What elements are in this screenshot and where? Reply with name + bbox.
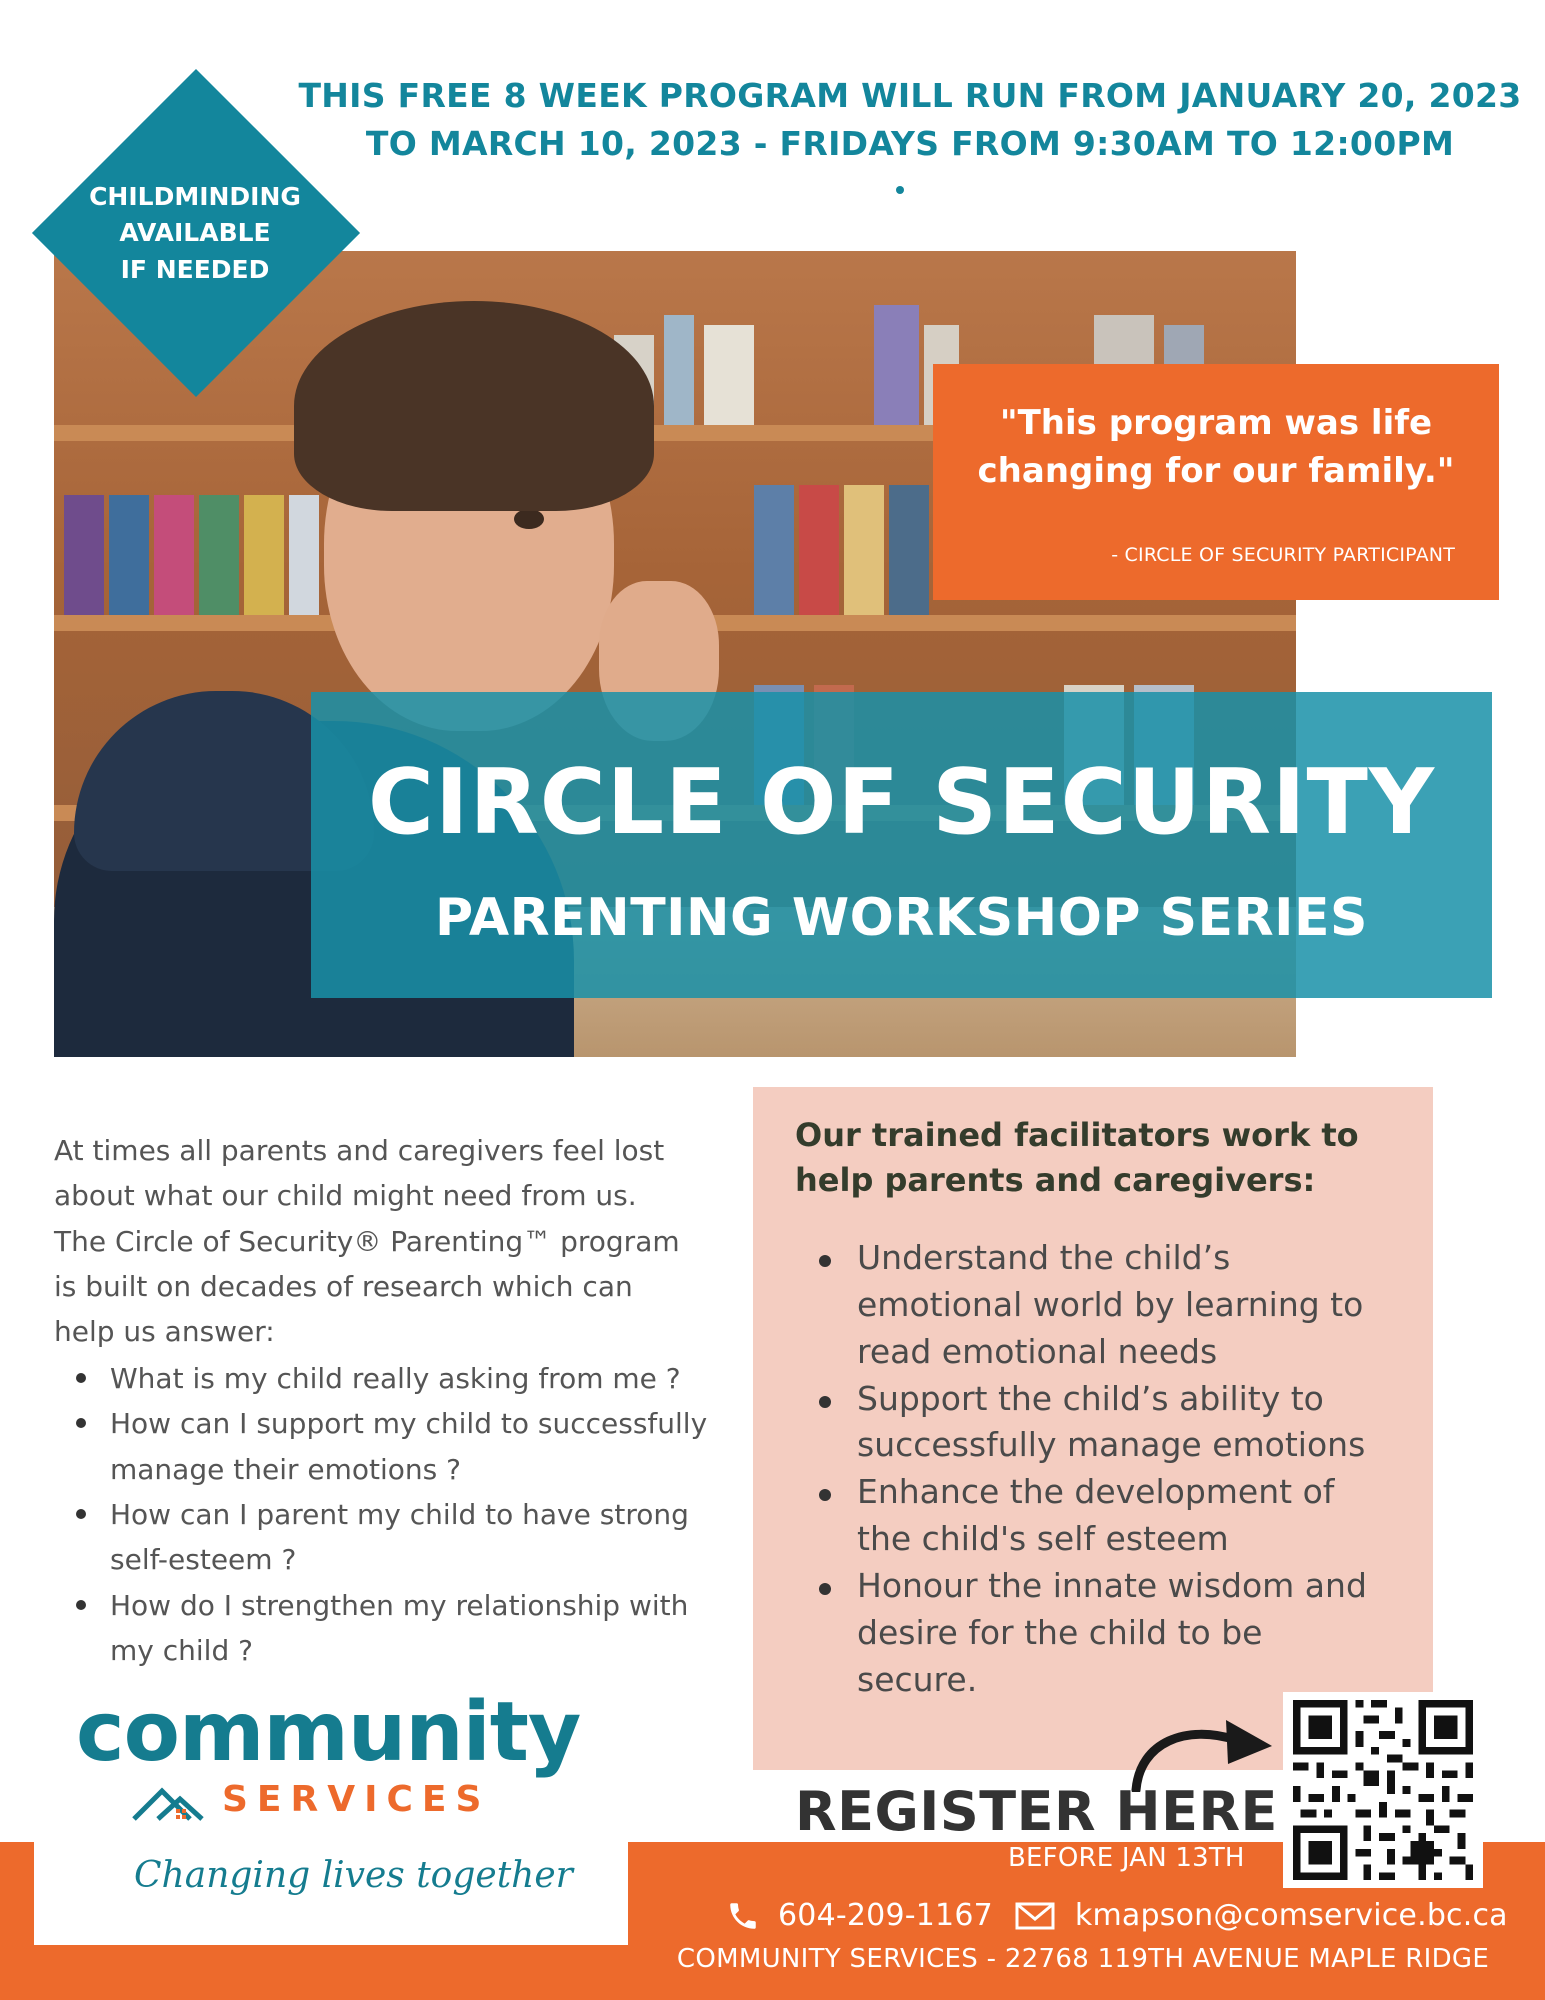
item-line: secure. [857,1659,978,1699]
badge-line-3: IF NEEDED [120,254,270,284]
logo-wordmark: community [76,1685,581,1780]
intro-paragraph [54,1128,734,1355]
email-link[interactable]: kmapson@comservice.bc.ca [1074,1898,1508,1933]
bullet-icon [76,1418,86,1428]
bullet-icon [76,1509,86,1519]
question-line: manage their emotions ? [110,1452,461,1486]
bullet-icon [76,1373,86,1383]
register-heading: REGISTER HERE [795,1780,1278,1843]
question-line: self-esteem ? [110,1543,297,1577]
intro-line: At times all parents and caregivers feel lost [54,1134,665,1167]
item-line: emotional world by learning to [857,1284,1364,1324]
item-line: Honour the innate wisdom and [857,1566,1367,1606]
phone-icon [726,1899,760,1933]
list-item [795,1235,1415,1376]
question-line: my child ? [110,1634,253,1668]
bullet-icon [819,1583,831,1595]
testimonial-attribution: - CIRCLE OF SECURITY PARTICIPANT [1111,544,1455,566]
house-roof-icon [132,1781,218,1821]
bullet-icon [819,1255,831,1267]
badge-line-1: CHILDMINDING [89,182,301,211]
page-subtitle: PARENTING WORKSHOP SERIES [435,888,1368,948]
question-line: How can I support my child to successfully [110,1407,708,1441]
quote-line-1: "This program was life [999,403,1433,443]
logo-tagline: Changing lives together [134,1855,573,1896]
registration-qr-code[interactable] [1283,1692,1483,1888]
header-line-2: TO MARCH 10, 2023 - FRIDAYS FROM 9:30AM TO 12:00PM [365,123,1455,163]
badge-line-2: AVAILABLE [119,218,271,248]
questions-list [54,1356,754,1674]
logo-services-text: SERVICES [222,1779,491,1820]
contact-row [726,1898,1508,1933]
eye [514,509,544,529]
bullet-icon [819,1489,831,1501]
title-banner [311,692,1492,998]
phone-number[interactable]: 604-209-1167 [778,1898,993,1933]
community-services-logo [34,1685,628,1945]
item-line: Support the child’s ability to [857,1378,1324,1418]
facilitators-heading [795,1113,1415,1203]
list-item [795,1469,1415,1563]
item-line: Enhance the development of [857,1472,1335,1512]
program-dates-header [280,72,1540,168]
envelope-icon [1015,1901,1055,1931]
childminding-badge [30,67,360,397]
item-line: desire for the child to be [857,1612,1263,1652]
facilitators-list [795,1235,1415,1704]
facilitators-panel [753,1087,1433,1770]
question-line: What is my child really asking from me ? [110,1362,681,1395]
list-item [795,1563,1415,1704]
testimonial-box [933,364,1499,600]
intro-line: about what our child might need from us. [54,1179,637,1213]
bullet-icon [76,1600,86,1610]
list-item [54,1401,754,1492]
intro-line: The Circle of Security® Parenting™ program [54,1224,680,1258]
heading-line-2: help parents and caregivers: [795,1160,1316,1199]
item-line: Understand the child’s [857,1238,1231,1277]
intro-line: help us answer: [54,1315,275,1349]
list-item [795,1376,1415,1470]
intro-line: is built on decades of research which can [54,1270,633,1304]
header-line-1: THIS FREE 8 WEEK PROGRAM WILL RUN FROM JANUARY 20, 2023 [298,76,1522,115]
curved-arrow-icon [1126,1712,1276,1792]
list-item [54,1583,754,1674]
heading-line-1: Our trained facilitators work to [795,1116,1359,1154]
page-title: CIRCLE OF SECURITY [367,750,1436,855]
question-line: How can I parent my child to have strong [110,1498,689,1532]
header-dot [896,186,904,194]
item-line: successfully manage emotions [857,1425,1366,1465]
bullet-icon [819,1396,831,1408]
quote-line-2: changing for our family." [977,450,1455,491]
list-item [54,1356,754,1401]
list-item [54,1492,754,1583]
register-deadline: BEFORE JAN 13TH [1008,1843,1245,1873]
badge-text [30,179,360,288]
item-line: read emotional needs [857,1331,1218,1371]
testimonial-quote [949,400,1483,495]
question-line: How do I strengthen my relationship with [110,1588,689,1622]
address-text: COMMUNITY SERVICES - 22768 119TH AVENUE MAPLE RIDGE [676,1944,1490,1974]
item-line: the child's self esteem [857,1519,1229,1559]
